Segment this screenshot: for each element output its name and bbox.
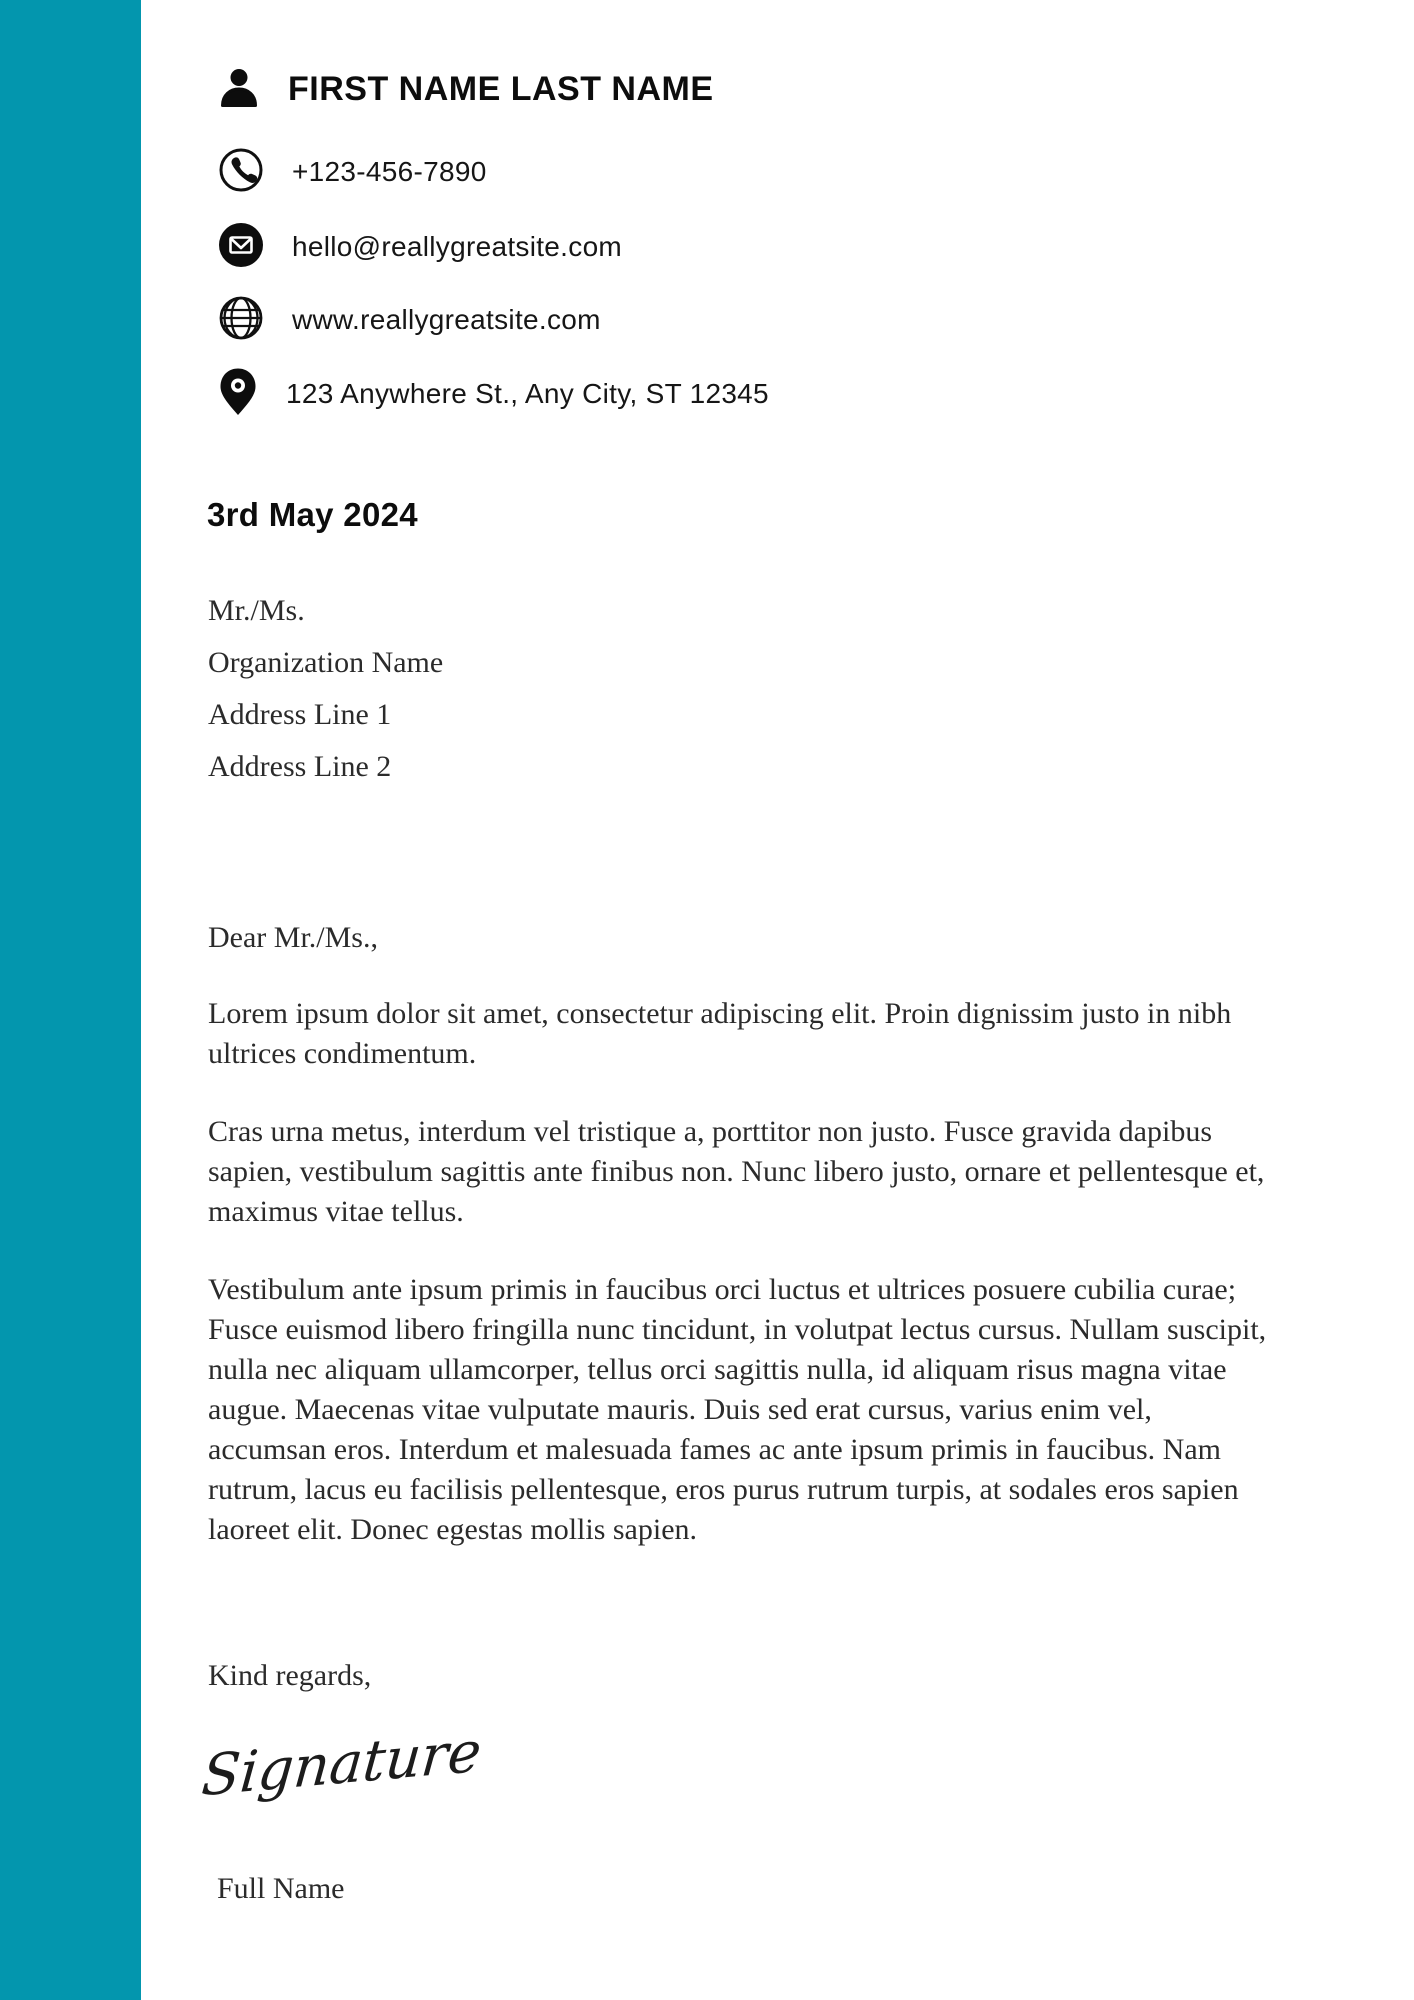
contact-row-website <box>218 295 601 345</box>
body-paragraph-3: Vestibulum ante ipsum primis in faucibus orci luctus et ultrices posuere cubilia curae; Fusce euismod libero fringilla nunc tincidunt, in volutpat lectus cursus. Nullam suscipit, nulla nec aliquam ullamcorper, tellus orci sagittis nulla, id aliquam risus magna vitae augue. Maecenas vitae vulputate mauris. Duis sed erat cursus, varius enim vel, accumsan eros. Interdum et malesuada fames ac ante ipsum primis in faucibus. Nam rutrum, lacus eu facilisis pellentesque, eros purus rutrum turpis, at sodales eros sapien laoreet elit. Donec egestas mollis sapien. <box>208 1273 1267 1546</box>
email-address: hello@reallygreatsite.com <box>292 231 623 262</box>
email-icon <box>218 222 264 273</box>
website-url: www.reallygreatsite.com <box>292 304 601 335</box>
contact-row-email <box>218 222 622 272</box>
recipient-address-line-1: Address Line 1 <box>208 698 392 731</box>
street-address: 123 Anywhere St., Any City, ST 12345 <box>286 378 769 409</box>
closing-phrase: Kind regards, <box>208 1659 372 1692</box>
contact-row-phone <box>218 147 487 197</box>
phone-icon <box>218 147 264 198</box>
accent-sidebar <box>0 0 141 2000</box>
location-pin-icon <box>218 367 258 422</box>
header-name-row <box>218 64 714 114</box>
letter-date: 3rd May 2024 <box>207 496 418 533</box>
recipient-block <box>208 585 443 793</box>
recipient-address-line-2: Address Line 2 <box>208 750 392 783</box>
contact-row-address <box>218 369 769 419</box>
salutation: Dear Mr./Ms., <box>208 921 378 954</box>
body-paragraph-1: Lorem ipsum dolor sit amet, consectetur adipiscing elit. Proin dignissim justo in nibh ultrices condimentum. <box>208 997 1232 1070</box>
phone-number: +123-456-7890 <box>292 156 487 187</box>
signoff-full-name: Full Name <box>217 1872 345 1905</box>
full-name-heading: FIRST NAME LAST NAME <box>288 69 714 108</box>
recipient-organization: Organization Name <box>208 646 444 679</box>
recipient-title: Mr./Ms. <box>208 594 305 627</box>
body-paragraph-2: Cras urna metus, interdum vel tristique a, porttitor non justo. Fusce gravida dapibus sapien, vestibulum sagittis ante finibus non. Nunc libero justo, ornare et pellentesque et, maximus vitae tellus. <box>208 1115 1265 1228</box>
globe-icon <box>218 295 264 346</box>
person-icon <box>218 66 260 113</box>
signature-script: Signature <box>199 1719 484 1810</box>
letter-body <box>208 918 1268 1588</box>
